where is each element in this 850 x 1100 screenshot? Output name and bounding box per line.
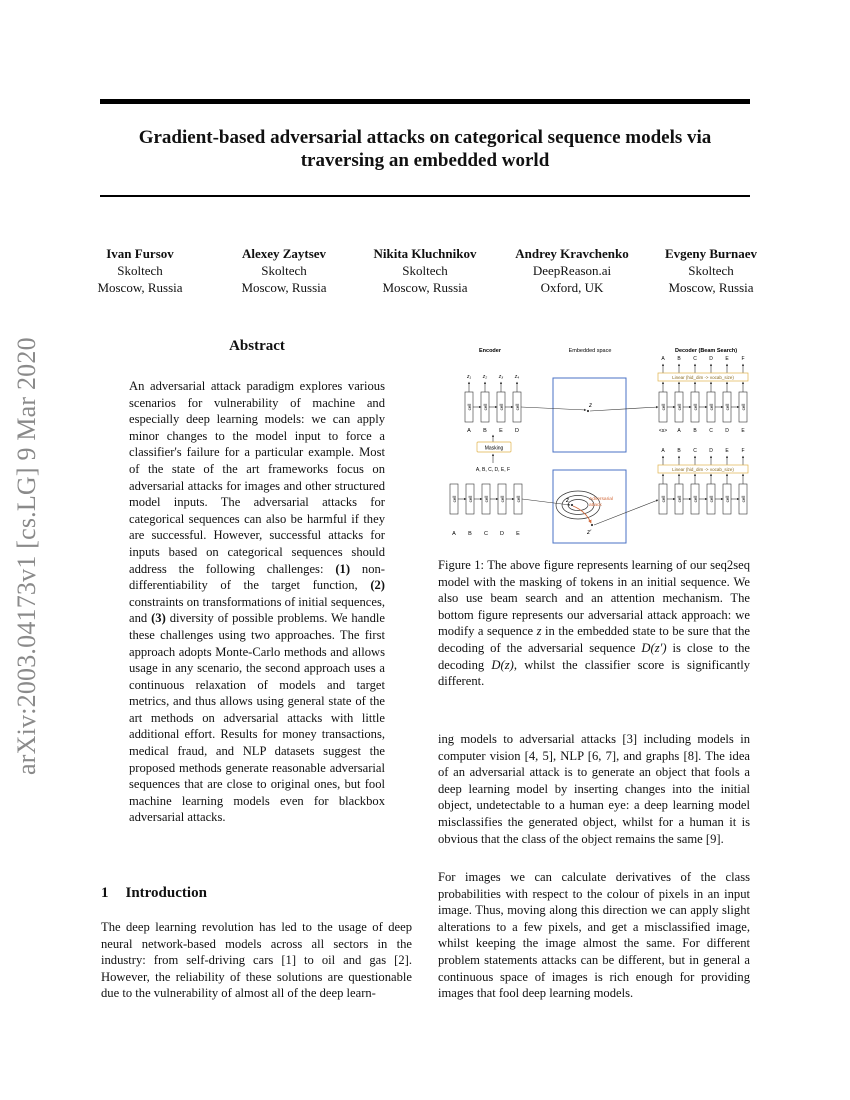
token-label: D (515, 428, 519, 434)
cell-label: cell (467, 403, 472, 411)
token-label: E (741, 428, 745, 434)
embedded-space-label: Embedded space (568, 348, 612, 354)
author-location: Moscow, Russia (97, 280, 183, 295)
cell-label: cell (693, 403, 698, 411)
top-rule (100, 99, 750, 104)
cell-label: cell (693, 495, 698, 503)
cell-label: cell (677, 495, 682, 503)
abstract-text (129, 378, 385, 826)
token-label: C (709, 428, 713, 434)
caption-text: , whilst the classifier score is significantly different. (438, 657, 750, 689)
token-label: C (484, 531, 488, 537)
cell-label: cell (515, 403, 520, 411)
token-label: B (677, 356, 681, 362)
latent-z-prime-label: z′ (587, 530, 592, 536)
cell-label: cell (661, 495, 666, 503)
token-label: E (516, 531, 520, 537)
cell-label: cell (500, 495, 505, 503)
author-name: Andrey Kravchenko (515, 246, 629, 261)
author-block (70, 245, 210, 296)
caption-text: Figure 1: The above figure represents learning of our seq2seq model with the masking of tokens in an initial sequence. We also use beam search and an attention mechanism. The bottom figure represents our adversarial attack approach: we modify a sequence (438, 558, 750, 639)
paper-title: Gradient-based adversarial attacks on categorical sequence models via traversing an embedded world (138, 127, 712, 171)
token-label: E (725, 448, 729, 454)
token-label: A (661, 356, 665, 362)
author-block (214, 245, 354, 296)
arrow (590, 407, 658, 411)
token-label: A (677, 428, 681, 434)
token-label: <s> (658, 428, 668, 434)
token-label: E (499, 428, 503, 434)
top-encoder (465, 374, 521, 473)
author-affiliation: Skoltech (261, 263, 307, 278)
caption-text: in the embedded state to be sure that the decoding of the adversarial sequence (438, 624, 750, 655)
cell-label: cell (709, 403, 714, 411)
masking-label: Masking (484, 445, 504, 452)
token-label: F (741, 356, 745, 362)
token-label: C (693, 448, 697, 454)
cell-label: cell (499, 403, 504, 411)
latent-label: z₄ (514, 374, 520, 380)
author-location: Oxford, UK (540, 280, 604, 295)
cell-label: cell (484, 495, 489, 503)
arxiv-identifier[interactable]: arXiv:2003.04173v1 [cs.LG] 9 Mar 2020 (12, 337, 41, 775)
bottom-decoder (658, 448, 748, 514)
cell-label: cell (725, 403, 730, 411)
token-label: B (483, 428, 487, 434)
section-heading (101, 885, 207, 902)
abstract-text-part: diversity of possible problems. We handle these challenges using two approaches. The first approach adopts Monte-Carlo methods and allows usage in any scenario, the second approach uses a continuous relaxation of models and target metrics, and thus allows using general state of the art methods on adversarial attacks with little additional effort. Results for money transactions, medical fraud, and NLP datasets suggest the proposed methods generate reasonable adversarial sequences that are close to original ones, but fool machine learning models even for blackbox adversarial attacks. (129, 611, 385, 825)
token-label: C (693, 356, 697, 362)
token-label: D (709, 448, 713, 454)
adversarial-label: attack (589, 503, 602, 508)
intro-paragraph-right-1: ing models to adversarial attacks [3] including models in computer vision [4, 5], NLP [6, 7], and graphs [8]. The idea of an adversarial attack is to generate an object that fools a deep learning model by inserting changes into the initial object, undetectable to a human eye: a deep learning model misclassifies the generated object, whilst for a human it is obvious that the class of the object remains the same [9]. (438, 732, 750, 846)
author-location: Moscow, Russia (668, 280, 754, 295)
title-bottom-rule (100, 195, 750, 197)
cell-label: cell (452, 495, 457, 503)
intro-paragraph-left: The deep learning revolution has led to the usage of deep neural network-based models across all sectors in the industry: from self-driving cars [1] to oil and gas [2]. However, the reliability of these solutions are questionable due to the vulnerability of almost all of the deep learn- (101, 920, 412, 1001)
latent-label: z₃ (498, 374, 504, 380)
latent-label: z₂ (482, 374, 488, 380)
token-label: A (661, 448, 665, 454)
token-label: D (725, 428, 729, 434)
cell-label: cell (709, 495, 714, 503)
abstract-text-part: non-differentiability of the target function, (129, 561, 386, 593)
token-label: B (693, 428, 697, 434)
embedded-space-box-top (553, 378, 626, 452)
bottom-encoder (450, 484, 522, 537)
adversarial-point (591, 524, 593, 526)
encoder-label: Encoder (478, 348, 502, 354)
challenge-marker: (2) (370, 578, 385, 593)
author-affiliation: Skoltech (117, 263, 163, 278)
abstract-heading: Abstract (229, 338, 285, 354)
caption-math: D(z) (491, 657, 514, 672)
token-label: A (452, 531, 456, 537)
linear-layer-label: Linear (hid_dim -> vocab_size) (672, 375, 734, 380)
token-label: D (500, 531, 504, 537)
section-title: Introduction (125, 885, 207, 901)
intro-paragraph-right-2: For images we can calculate derivatives of the class probabilities with respect to the colour of pixels in an input image. Thus, moving along this direction we can apply slight alterations to a few pixels, and get a misclassified image, whilst keeping the image almost the same. For different problem statements attacks can be different, but in general a continuous space of images is rich enough for providing images that fool deep learning models. (438, 870, 750, 1001)
author-block (502, 245, 642, 296)
challenge-marker: (1) (335, 561, 351, 576)
cell-label: cell (677, 403, 682, 411)
latent-point (571, 504, 573, 506)
caption-math: D(z′) (641, 640, 667, 655)
figure-caption (438, 557, 750, 690)
section-number: 1 (101, 885, 109, 901)
latent-z-label: z (589, 403, 592, 409)
cell-label: cell (483, 403, 488, 411)
decoder-label: Decoder (Beam Search) (674, 348, 738, 354)
figure-1-diagram (438, 340, 750, 545)
caption-math: z (536, 624, 542, 639)
adversarial-label: Adversarial (589, 497, 613, 502)
cell-label: cell (741, 495, 746, 503)
token-label: E (725, 356, 729, 362)
author-block (355, 245, 495, 296)
latent-z-label: z (566, 498, 569, 504)
author-name: Alexey Zaytsev (241, 246, 327, 261)
author-affiliation: Skoltech (688, 263, 734, 278)
token-label: B (677, 448, 681, 454)
abstract-text-part: An adversarial attack paradigm explores various scenarios for vulnerability of machine and especially deep learning models: we can apply minor changes to the model input to force a classifier's failure for a particular example. Most of the state of the art frameworks focus on adversarial attacks for images and other structured model inputs. The adversarial attacks for categorical sequences can also be harmful if they are successful. However, successful attacks for inputs based on categorical sequences should address the following challenges: (129, 379, 385, 576)
input-sequence: A, B, C, D, E, F (475, 467, 511, 473)
linear-layer-label: Linear (hid_dim -> vocab_size) (672, 467, 734, 472)
token-label: D (709, 356, 713, 362)
latent-label: z₁ (466, 374, 472, 380)
latent-point (587, 410, 589, 412)
cell-label: cell (468, 495, 473, 503)
cell-label: cell (741, 403, 746, 411)
token-label: F (741, 448, 745, 454)
author-location: Moscow, Russia (382, 280, 468, 295)
caption-text: is close to the decoding (438, 640, 751, 672)
challenge-marker: (3) (151, 611, 166, 626)
abstract-text-part: constraints on transformations of initial sequences, and (129, 594, 386, 626)
top-decoder (658, 356, 748, 434)
token-label: B (468, 531, 472, 537)
cell-label: cell (516, 495, 521, 503)
cell-label: cell (725, 495, 730, 503)
author-affiliation: Skoltech (402, 263, 448, 278)
token-label: A (467, 428, 471, 434)
author-affiliation: DeepReason.ai (532, 263, 612, 278)
cell-label: cell (661, 403, 666, 411)
author-location: Moscow, Russia (241, 280, 327, 295)
author-block (641, 245, 781, 296)
author-name: Evgeny Burnaev (664, 246, 758, 261)
author-name: Ivan Fursov (106, 246, 174, 261)
author-name: Nikita Kluchnikov (373, 246, 477, 261)
